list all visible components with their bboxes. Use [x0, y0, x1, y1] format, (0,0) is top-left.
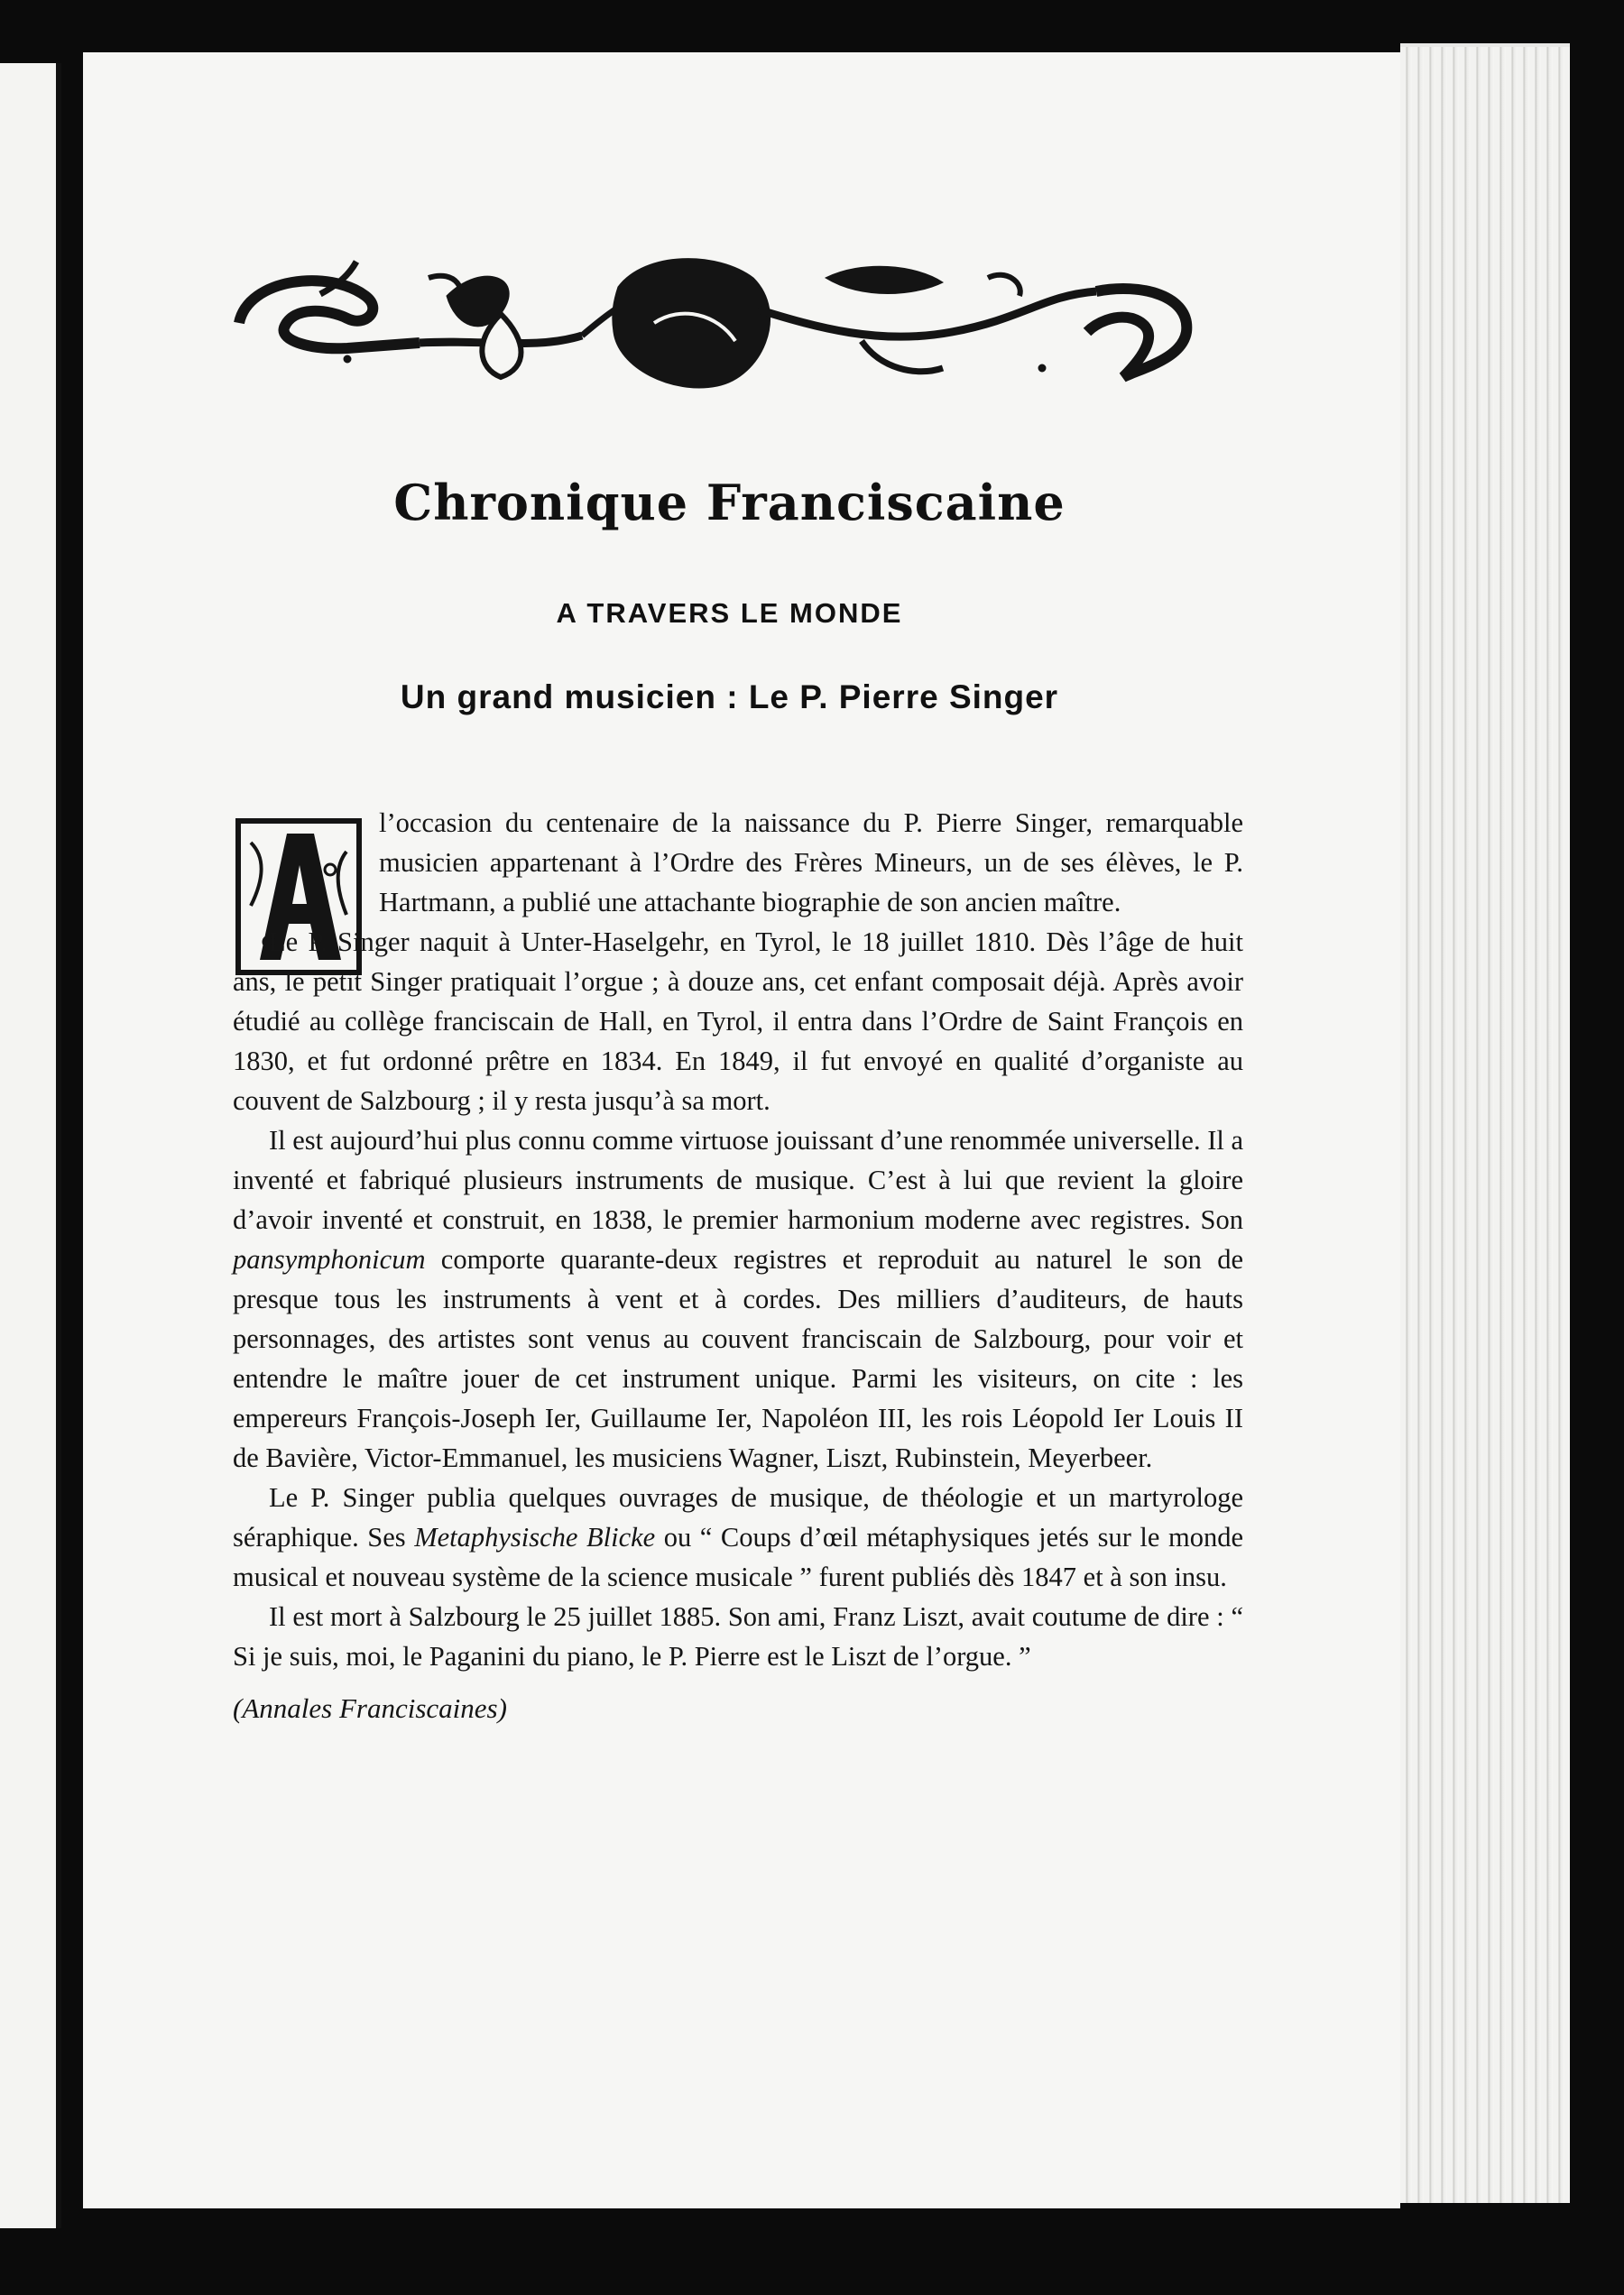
paragraph-1: l’occasion du centenaire de la naissance du P. Pierre Singer, remarquable musicien appartenant à l’Ordre des Frères Mineurs, un de ses élèves, le P. Hartmann, a publié une attachante biographie de son ancien maître.: [379, 807, 1243, 917]
paragraph-4-part-a: Le P. Singer publia quelques ouvrages de musique, de théologie et un martyrologe séraphique. Ses: [233, 1482, 1243, 1553]
paragraph-3: [233, 1120, 1243, 1478]
article-subtitle: Un grand musicien : Le P. Pierre Singer: [400, 678, 1059, 715]
facing-page-edge: [0, 63, 61, 2228]
page-title: Chronique Franciscaine: [393, 474, 1066, 531]
book-title: Metaphysische Blicke: [414, 1522, 656, 1553]
paragraph-5: Il est mort à Salzbourg le 25 juillet 1885. Son ami, Franz Liszt, avait coutume de dire : “ Si je suis, moi, le Paganini du piano, le P. Pierre est le Liszt de l’orgue. ”: [233, 1601, 1243, 1672]
paragraph-4-part-b: ou “ Coups d’œil métaphysiques jetés sur le monde musical et nouveau système de la science musicale ” furent publiés dès 1847 et à son insu.: [233, 1522, 1244, 1592]
article-body: [233, 803, 1243, 1728]
paragraph-2: Le P. Singer naquit à Unter-Haselgehr, en Tyrol, le 18 juillet 1810. Dès l’âge de huit ans, le petit Singer pratiquait l’orgue ; à douze ans, cet enfant composait déjà. Après avoir étudié au collège franciscain de Hall, en Tyrol, il entra dans l’Ordre de Saint François en 1830, et fut ordonné prêtre en 1834. En 1849, il fut envoyé en qualité d’organiste au couvent de Salzbourg ; il y resta jusqu’à sa mort.: [233, 926, 1243, 1116]
article-source: (Annales Franciscaines): [233, 1692, 507, 1724]
instrument-name: pansymphonicum: [233, 1244, 426, 1275]
paragraph-3-part-b: comporte quarante-deux registres et reproduit au naturel le son de presque tous les instruments à vent et à cordes. Des milliers d’auditeurs, de hauts personnages, des artistes sont venus au couvent franciscain de Salzbourg, pour voir et entendre le maître jouer de cet instrument unique. Parmi les visiteurs, on cite : les empereurs François-Joseph Ier, Guillaume Ier, Napoléon III, les rois Léopold Ier Louis II de Bavière, Victor-Emmanuel, les musiciens Wagner, Liszt, Rubinstein, Meyerbeer.: [233, 1244, 1243, 1473]
paragraph-4: [233, 1478, 1243, 1597]
paragraph-3-part-a: Il est aujourd’hui plus connu comme virtuose jouissant d’une renommée universelle. Il a inventé et fabriqué plusieurs instruments de musique. C’est à lui que revient la gloire d’avoir inventé et construit, en 1838, le premier harmonium moderne avec registres. Son: [233, 1125, 1243, 1235]
section-heading: A TRAVERS LE MONDE: [556, 597, 903, 629]
floral-ornament-icon: [230, 242, 1200, 404]
book-page-edges: [1400, 47, 1570, 2203]
